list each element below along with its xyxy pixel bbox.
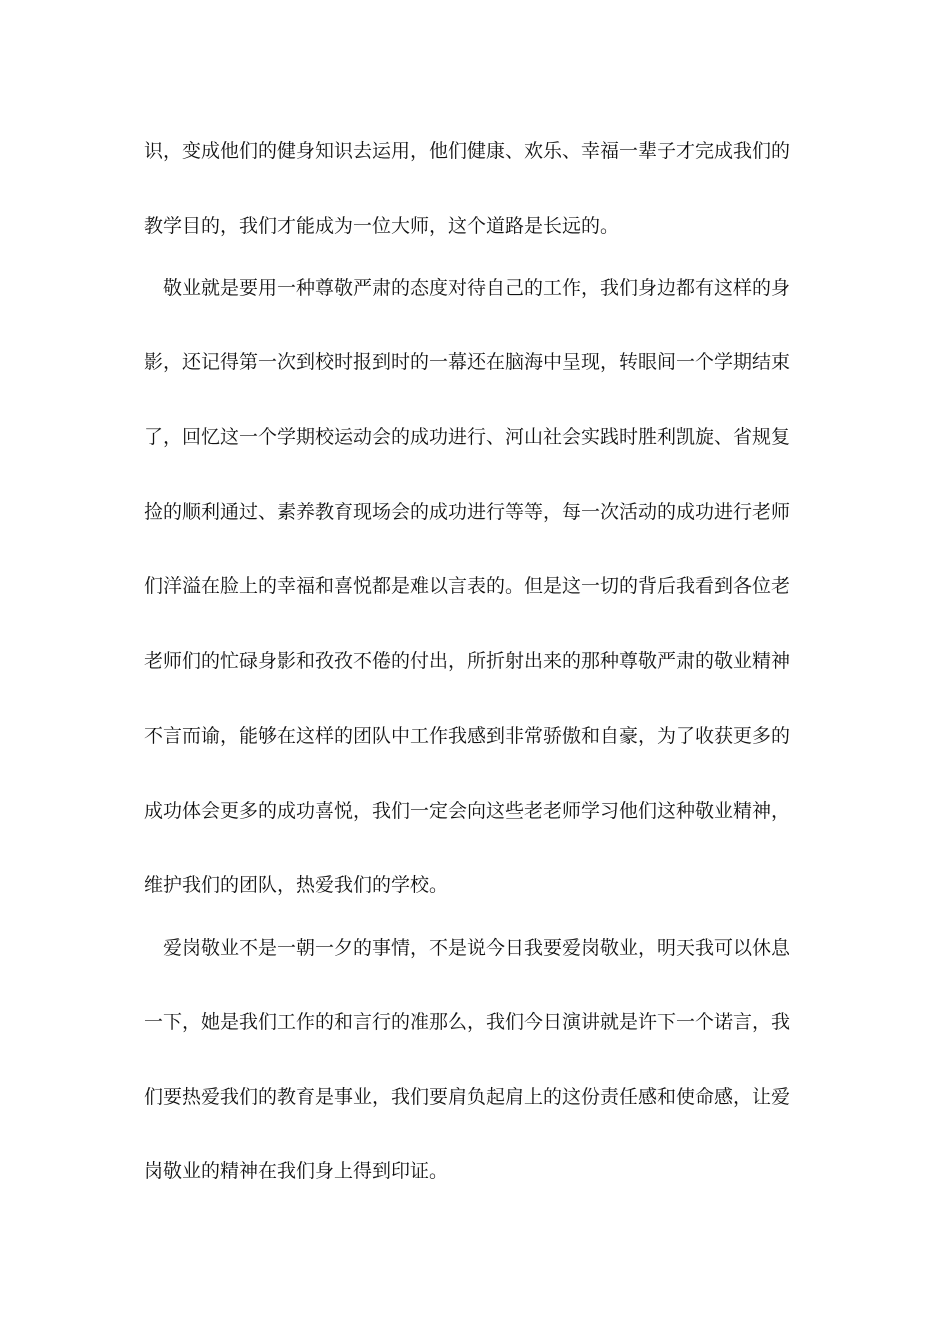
text-line: 们洋溢在脸上的幸福和喜悦都是难以言表的。但是这一切的背后我看到各位老 [144,575,791,597]
text-line: 维护我们的团队，热爱我们的学校。 [144,874,449,896]
text-line: 们要热爱我们的教育是事业，我们要肩负起肩上的这份责任感和使命感，让爱 [144,1086,791,1108]
text-line: 了，回忆这一个学期校运动会的成功进行、河山社会实践时胜利凯旋、省规复 [144,426,791,448]
text-line: 捡的顺利通过、素养教育现场会的成功进行等等，每一次活动的成功进行老师 [144,501,791,523]
paragraph-start-line: 敬业就是要用一种尊敬严肃的态度对待自己的工作，我们身边都有这样的身 [163,277,791,299]
text-line: 不言而谕，能够在这样的团队中工作我感到非常骄傲和自豪，为了收获更多的 [144,725,791,747]
text-line: 成功体会更多的成功喜悦，我们一定会向这些老老师学习他们这种敬业精神， [144,800,791,822]
text-line: 教学目的，我们才能成为一位大师，这个道路是长远的。 [144,215,620,237]
paragraph-start-line: 爱岗敬业不是一朝一夕的事情，不是说今日我要爱岗敬业，明天我可以休息 [163,937,791,959]
text-line: 识，变成他们的健身知识去运用，他们健康、欢乐、幸福一辈子才完成我们的 [144,140,791,162]
text-line: 岗敬业的精神在我们身上得到印证。 [144,1160,449,1182]
text-line: 影，还记得第一次到校时报到时的一幕还在脑海中呈现，转眼间一个学期结束 [144,351,791,373]
text-line: 一下，她是我们工作的和言行的准那么，我们今日演讲就是许下一个诺言，我 [144,1011,791,1033]
text-line: 老师们的忙碌身影和孜孜不倦的付出，所折射出来的那种尊敬严肃的敬业精神 [144,650,791,672]
